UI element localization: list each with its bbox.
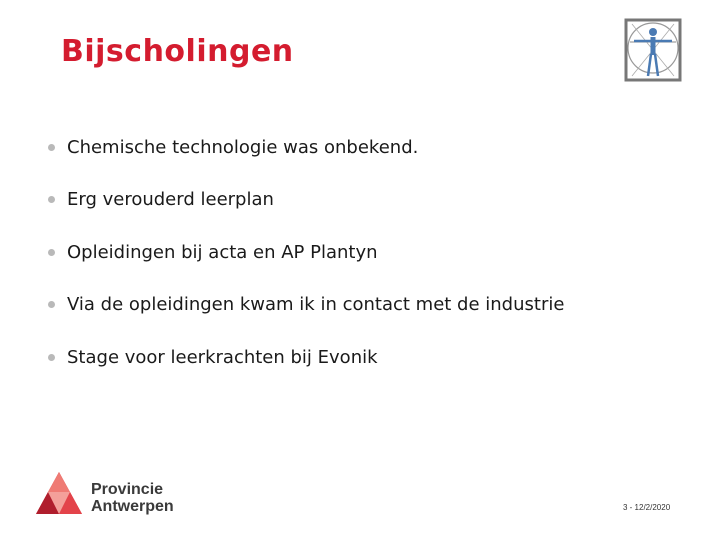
list-item [48,187,564,213]
organization-name-line2: Antwerpen [91,498,174,515]
bullet-text: Via de opleidingen kwam ik in contact met de industrie [67,294,565,315]
footer-page-date: 3 - 12/2/2020 [623,503,671,512]
slide-title: Bijscholingen [61,34,294,69]
list-item [48,292,564,318]
vitruvian-man-icon [624,18,682,82]
bullet-icon [48,354,55,361]
bullet-text: Chemische technologie was onbekend. [67,136,419,158]
bullet-icon [48,144,55,151]
provincie-antwerpen-triangle-icon [34,470,84,516]
list-item [48,134,564,160]
bullet-text: Erg verouderd leerplan [67,189,274,210]
bullet-icon [48,249,55,256]
bullet-text: Stage voor leerkrachten bij Evonik [67,346,378,368]
organization-name [91,481,174,515]
organization-name-line1: Provincie [91,481,164,498]
bullet-icon [48,301,55,308]
list-item [48,239,564,265]
list-item [48,344,564,370]
bullet-icon [48,196,55,203]
bullet-text: Opleidingen bij acta en AP Plantyn [67,241,378,263]
bullet-list [48,134,564,397]
